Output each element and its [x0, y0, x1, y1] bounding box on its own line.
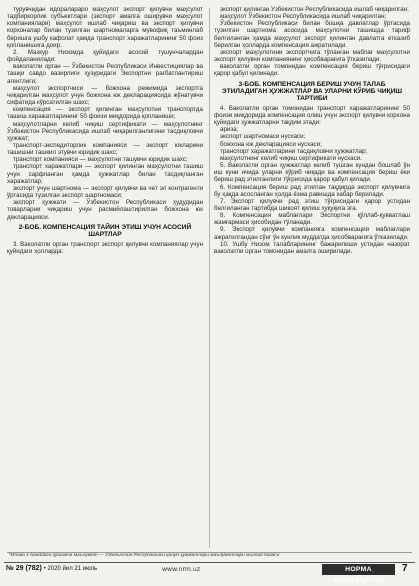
left-paragraph-4: маҳсулот экспортчиси — божхона режимида экспортга чиқарилган маҳсулот учун божхона юк декларациясида жўнатувчи сифатида кўрсатилган шахс;: [7, 84, 203, 107]
left-paragraph-7: транспорт-экспедиторлик компанияси — экспорт юкларини ташишни ташкил этувчи юридик шахс;: [7, 141, 203, 157]
right-column: [214, 6, 410, 551]
left-paragraph-11: экспорт ҳужжати — Ўзбекистон Республикаси ҳудудидан товарларни чиқариш учун расмийлаштирилган божхона юк декларацияси.: [7, 199, 203, 221]
right-after-heading-3: экспорт шартномаси нусхаси;: [220, 133, 306, 141]
right-after-heading-4: божхона юк декларацияси нусхаси;: [220, 140, 322, 148]
chapter-3-heading: 3-БОБ. КОМПЕНСАЦИЯ БЕРИШ УЧУН ТАЛАБ ЭТИЛАДИГАН ҲУЖЖАТЛАР ВА УЛАРНИ КЎРИБ ЧИҚИШ ТАРТИБИ: [221, 80, 403, 103]
left-paragraph-10: экспорт учун шартнома — экспорт қилувчи ва чет эл контрагенти ўртасида тузилган экспорт шартномаси;: [7, 184, 203, 200]
left-paragraph-1: турувчидан идоралараро маҳсулот экспорт қилувчи маҳсулот тадбиркорлик субъектлари (экспорт амалга оширувчи маҳсулот компаниялари) маҳсулот ишлаб чиқариш ва экспорт қилувчи корхоналар билан тузилган шартномаларга мувофиқ таъминлаб беришга ушбу кафолат ҳамда транспорт харажатларининг 50 фоиз қопланишига доир.: [7, 6, 203, 49]
right-paragraph-5: ваколатли орган томонидан компенсация бериш тўғрисидаги қарор қабул қилинади.: [214, 63, 410, 78]
right-paragraph-2: маҳсулот Ўзбекистон Республикасида ишлаб чиқарилган;: [220, 13, 387, 21]
right-paragraph-4: экспорт маҳсулотини экспортчига тўланган маблағ маҳсулотни экспорт қилувчи компаниянинг ҳисобварағига ўтказилади.: [214, 48, 410, 64]
issue-number: [6, 565, 97, 572]
website-link[interactable]: www.nrm.uz: [162, 566, 201, 573]
right-paragraph-1: экспорт қилинган Ўзбекистон Республикасида ишлаб чиқарилган;: [220, 6, 409, 13]
issue-date: • 2020 йил 21 июль: [43, 566, 98, 572]
left-paragraph-6: маҳсулотларни келиб чиқиш сертификати — маҳсулотнинг Ўзбекистон Республикасида ишлаб чиқарилганлигини тасдиқловчи ҳужжат;: [7, 120, 203, 142]
page-number: 7: [402, 563, 408, 574]
right-after-heading-1: 4. Ваколатли орган томонидан транспорт харажатларининг 50 фоизи миқдорида компенсация олиш учун экспорт қилувчи корхона қуйидаги ҳужжатларни тақдим этади:: [214, 104, 410, 127]
right-after-heading-12: 10. Ушбу Низом талабларининг бажарилиши устидан назорат ваколатли орган томонидан амалга оширилади.: [214, 240, 410, 255]
left-paragraph-5: компенсация — экспорт қилинган маҳсулотни транспортда ташиш харажатларининг 50 фоизи миқдорида қопланиши;: [7, 106, 203, 121]
footnote: *Илова 1-банддаги қўшимча маълумот — Ўзбекистон Республикаси қонун ҳужжатлари маълумотлари миллий базаси: [9, 553, 280, 558]
right-after-heading-10: 8. Компенсация маблағлари Экспортни қўллаб-қувватлаш жамғармаси ҳисобидан тўланади.: [214, 212, 410, 227]
right-after-heading-7: 5. Ваколатли орган ҳужжатлар келиб тушган кундан бошлаб ўн иш куни ичида уларни кўриб чиқади ва компенсация бериш ёки бериш рад этилганлиги тўғрисида қарор қабул қилади.: [214, 162, 410, 184]
right-paragraph-3: Ўзбекистон Республикаси билан бошқа давлатлар ўртасида тузилган шартнома асосида маҳсулотни ташишда тариф белгиланган ҳамда маҳсулот экспорт қилинган давлатга етказиб берилган ҳолларда компенсация ажратилади.: [214, 20, 410, 49]
issue-label: № 29 (782): [6, 565, 42, 572]
right-after-heading-9: 7. Экспорт қилувчи рад этиш тўғрисидаги қарор устидан белгиланган тартибда шикоят қилиш ҳуқуқига эга.: [214, 197, 410, 212]
page-footer: [4, 562, 415, 584]
column-divider: [209, 8, 210, 548]
left-paragraph-8: транспорт компанияси — маҳсулотни ташувчи юридик шахс;: [13, 156, 188, 164]
right-after-heading-5: транспорт харажатларини тасдиқловчи ҳужжатлар;: [220, 147, 368, 155]
left-after-heading-1: 3. Ваколатли орган транспорт экспорт қилувчи компаниялар учун қуйидаги ҳолларда:: [7, 240, 203, 255]
right-after-heading-6: маҳсулотнинг келиб чиқиш сертификати нусхаси.: [220, 154, 362, 162]
chapter-2-heading: 2-БОБ. КОМПЕНСАЦИЯ ТАЙИН ЭТИШ УЧУН АСОСИЙ ШАРТЛАР: [18, 223, 192, 239]
right-after-heading-8: 6. Компенсация бериш рад этилган тақдирда экспорт қилувчига бу ҳақда асосланган ҳолда ёзма равишда хабар берилади.: [214, 183, 410, 198]
left-paragraph-3: ваколатли орган — Ўзбекистон Республикаси Инвестициялар ва ташқи савдо вазирлиги ҳузуридаги Экспортни рағбатлантириш агентлиги;: [7, 63, 203, 85]
left-paragraph-2: 2. Мазкур Низомда қуйидаги асосий тушунчалардан фойдаланилади:: [7, 48, 203, 64]
right-after-heading-11: 9. Экспорт қилувчи компанияга компенсация маблағлари ажратилгандан сўнг ўн кунлик муддатда ҳисобварағига ўтказилади.: [214, 226, 410, 241]
right-after-heading-2: ариза;: [220, 126, 239, 134]
left-column: [7, 6, 203, 551]
left-paragraph-9: транспорт харажатлари — экспорт қилинган маҳсулотни ташиш учун сарфланган ҳамда ҳужжатлар билан тасдиқланган харажатлар;: [7, 163, 203, 185]
newspaper-masthead: НОРМА МАСЛАҲАТЧИ: [322, 564, 395, 575]
